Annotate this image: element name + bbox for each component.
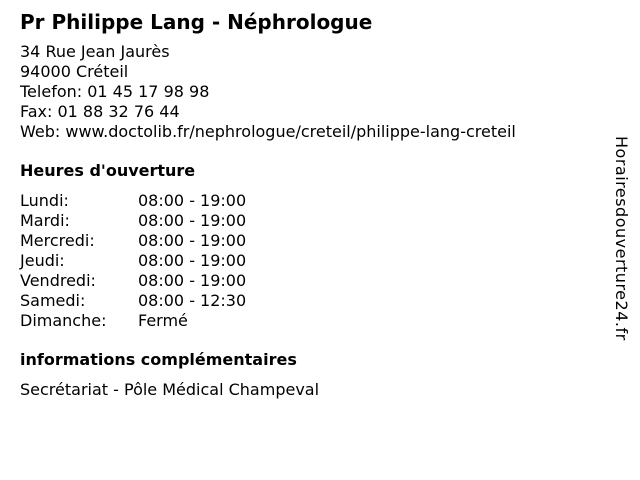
time-range: Fermé xyxy=(138,311,188,330)
city-line: 94000 Créteil xyxy=(20,62,129,81)
web-line: Web: www.doctolib.fr/nephrologue/creteil/philippe-lang-creteil xyxy=(20,122,516,141)
day-label: Lundi: xyxy=(20,191,69,210)
time-range: 08:00 - 12:30 xyxy=(138,291,247,310)
phone-line: Telefon: 01 45 17 98 98 xyxy=(20,82,210,101)
address-block xyxy=(20,42,600,142)
additional-info-heading: informations complémentaires xyxy=(20,350,297,369)
site-watermark: Horairesdouverture24.fr xyxy=(612,136,631,341)
fax-line: Fax: 01 88 32 76 44 xyxy=(20,102,180,121)
listing-card xyxy=(20,10,600,400)
day-label: Vendredi: xyxy=(20,271,96,290)
hours-row-tuesday xyxy=(20,211,600,231)
opening-hours-heading: Heures d'ouverture xyxy=(20,161,196,180)
day-label: Dimanche: xyxy=(20,311,107,330)
time-range: 08:00 - 19:00 xyxy=(138,191,247,210)
time-range: 08:00 - 19:00 xyxy=(138,271,247,290)
day-label: Mardi: xyxy=(20,211,70,230)
time-range: 08:00 - 19:00 xyxy=(138,211,247,230)
additional-info-text: Secrétariat - Pôle Médical Champeval xyxy=(20,380,320,399)
page-title: Pr Philippe Lang - Néphrologue xyxy=(20,10,373,34)
time-range: 08:00 - 19:00 xyxy=(138,231,247,250)
opening-hours-table xyxy=(20,191,600,331)
hours-row-monday xyxy=(20,191,600,211)
hours-row-friday xyxy=(20,271,600,291)
hours-row-wednesday xyxy=(20,231,600,251)
day-label: Mercredi: xyxy=(20,231,95,250)
time-range: 08:00 - 19:00 xyxy=(138,251,247,270)
hours-row-saturday xyxy=(20,291,600,311)
day-label: Samedi: xyxy=(20,291,86,310)
hours-row-thursday xyxy=(20,251,600,271)
day-label: Jeudi: xyxy=(20,251,65,270)
street-address: 34 Rue Jean Jaurès xyxy=(20,42,170,61)
hours-row-sunday xyxy=(20,311,600,331)
